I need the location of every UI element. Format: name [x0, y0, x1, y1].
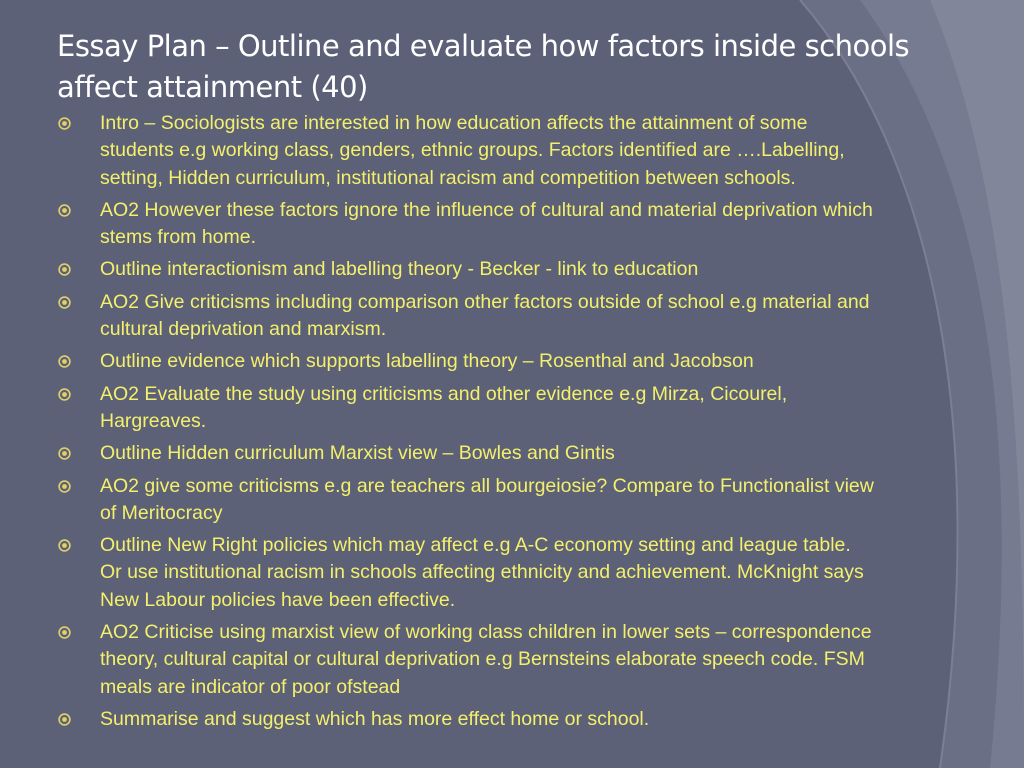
bullet-text: AO2 give some criticisms e.g are teachers all bourgeiosie? Compare to Functionalist view of Meritocracy — [100, 474, 874, 524]
list-item — [57, 473, 877, 528]
list-item — [57, 289, 877, 344]
bullet-text: Summarise and suggest which has more effect home or school. — [100, 707, 650, 730]
circled-dot-bullet-icon — [58, 539, 71, 552]
bullet-text: Outline evidence which supports labelling theory – Rosenthal and Jacobson — [100, 350, 754, 373]
list-item — [57, 532, 877, 614]
list-item — [57, 619, 877, 701]
list-item — [57, 348, 877, 375]
bullet-text: Outline New Right policies which may affect e.g A-C economy setting and league table. Or use institutional racism in schools affecting ethnicity and achievement. McKnight says New Labour policies have been effective. — [100, 534, 864, 611]
bullet-text: AO2 Criticise using marxist view of working class children in lower sets – correspondence theory, cultural capital or cultural deprivation e.g Bernsteins elaborate speech code. FSM meals are indicator of poor ofstead — [100, 621, 872, 698]
circled-dot-bullet-icon — [58, 117, 71, 130]
circled-dot-bullet-icon — [58, 296, 71, 309]
bullet-text: Outline interactionism and labelling theory - Becker - link to education — [100, 258, 699, 281]
bullet-list — [57, 110, 877, 738]
circled-dot-bullet-icon — [58, 480, 71, 493]
bullet-text: AO2 Evaluate the study using criticisms and other evidence e.g Mirza, Cicourel, Hargreaves. — [100, 382, 788, 432]
bullet-text: Outline Hidden curriculum Marxist view – Bowles and Gintis — [100, 442, 615, 465]
circled-dot-bullet-icon — [58, 388, 71, 401]
bullet-text: Intro – Sociologists are interested in how education affects the attainment of some students e.g working class, genders, ethnic groups. Factors identified are ….Labelling, setting, Hidden curriculum, institutional racism and competition between schools. — [100, 112, 845, 189]
list-item — [57, 440, 877, 467]
list-item — [57, 381, 877, 436]
circled-dot-bullet-icon — [58, 713, 71, 726]
list-item — [57, 706, 877, 733]
circled-dot-bullet-icon — [58, 355, 71, 368]
circled-dot-bullet-icon — [58, 263, 71, 276]
circled-dot-bullet-icon — [58, 626, 71, 639]
list-item — [57, 110, 877, 192]
bullet-text: AO2 Give criticisms including comparison other factors outside of school e.g material and cultural deprivation and marxism. — [100, 290, 870, 341]
list-item — [57, 197, 877, 252]
bullet-text: AO2 However these factors ignore the influence of cultural and material deprivation which stems from home. — [100, 198, 873, 249]
circled-dot-bullet-icon — [58, 447, 71, 460]
list-item — [57, 256, 877, 283]
circled-dot-bullet-icon — [58, 204, 71, 217]
slide-title: Essay Plan – Outline and evaluate how factors inside schools affect attainment (40) — [57, 29, 910, 104]
